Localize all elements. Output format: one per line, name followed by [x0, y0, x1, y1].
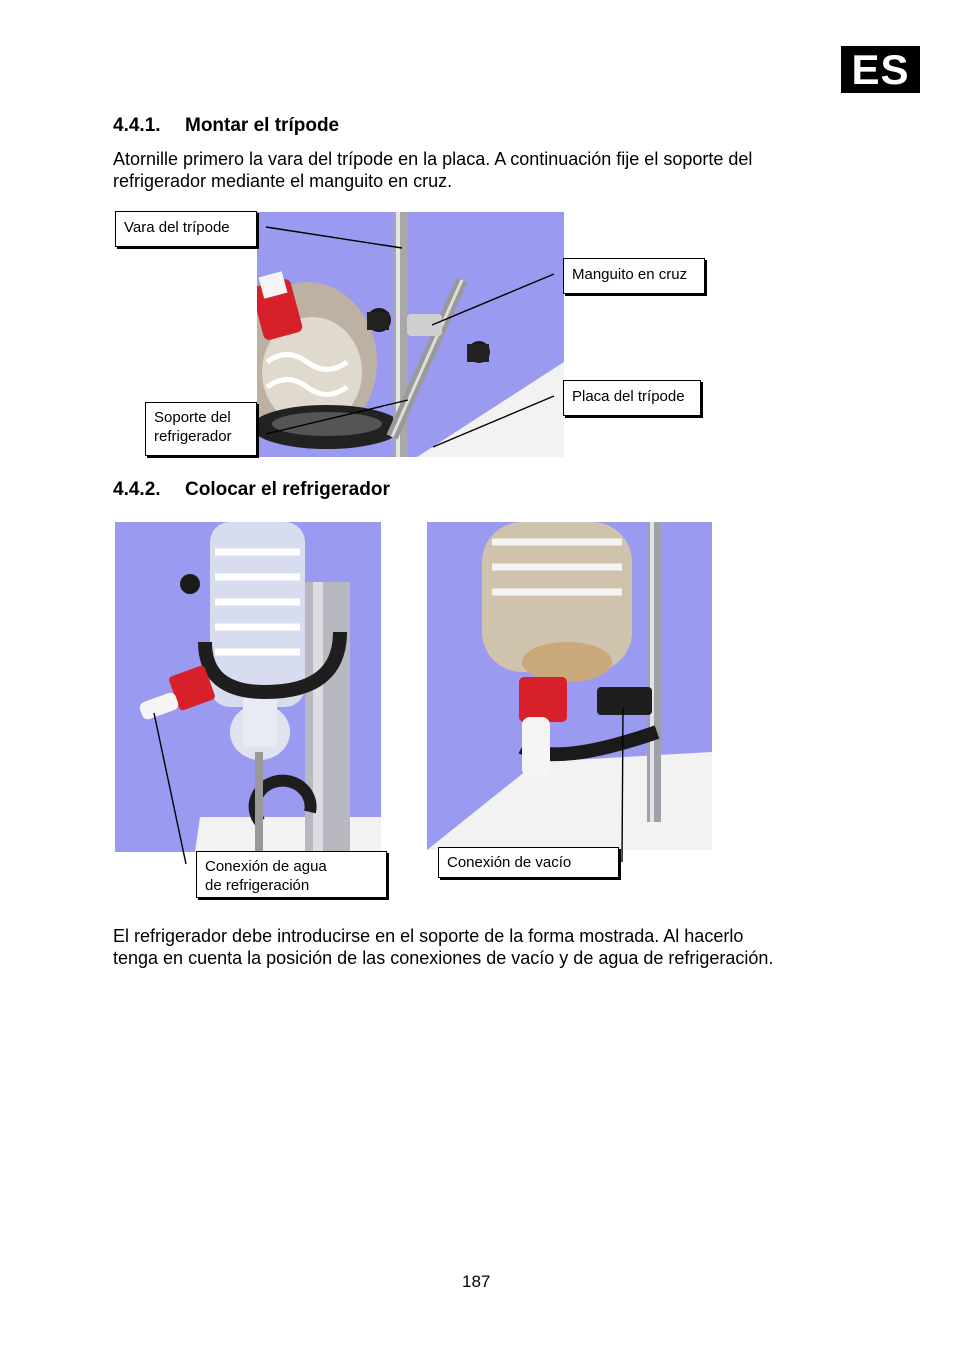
label-text: Placa del trípode [572, 388, 685, 405]
label-conexion-de-vacio [438, 847, 619, 878]
label-text-line: Soporte del [154, 409, 231, 426]
label-placa-del-tripode [563, 380, 701, 416]
label-manguito-en-cruz [563, 258, 705, 294]
paragraph-line: tenga en cuenta la posición de las conexiones de vacío y de agua de refrigeración. [113, 948, 774, 968]
page-number: 187 [462, 1272, 491, 1291]
paragraph-line: refrigerador mediante el manguito en cruz. [113, 171, 453, 191]
section-heading-4-4-1 [113, 115, 339, 137]
condenser-photo-front [115, 522, 381, 852]
paragraph-line: Atornille primero la vara del trípode en la placa. A continuación fije el soporte del [113, 149, 753, 169]
section-number: 4.4.1. [113, 115, 161, 136]
section-1-paragraph [113, 148, 833, 192]
section-title: Montar el trípode [185, 115, 340, 136]
paragraph-line: El refrigerador debe introducirse en el soporte de la forma mostrada. Al hacerlo [113, 926, 744, 946]
label-text: Manguito en cruz [572, 266, 688, 283]
section-heading-4-4-2 [113, 479, 390, 501]
language-badge: ES [841, 46, 920, 93]
label-text: Vara del trípode [124, 219, 230, 236]
label-text-line: Conexión de agua [205, 858, 327, 875]
label-conexion-agua-refrigeracion [196, 851, 387, 898]
label-text-line: de refrigeración [205, 877, 310, 894]
label-text-line: refrigerador [154, 428, 232, 445]
section-number: 4.4.2. [113, 479, 161, 500]
tripod-photo [257, 212, 564, 457]
section-2-paragraph [113, 925, 843, 969]
label-vara-del-tripode [115, 211, 257, 247]
condenser-photo-side [427, 522, 712, 850]
label-text: Conexión de vacío [447, 854, 572, 871]
label-soporte-del-refrigerador [145, 402, 257, 456]
section-title: Colocar el refrigerador [185, 479, 390, 500]
